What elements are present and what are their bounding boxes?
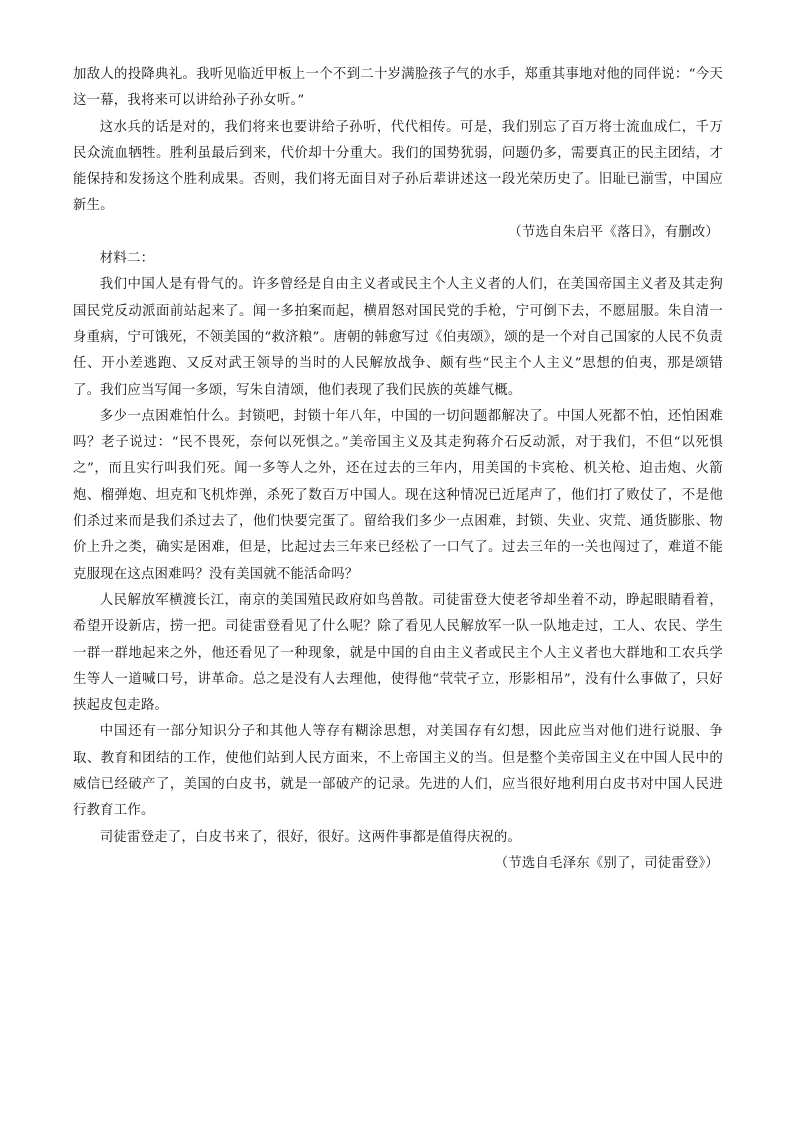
document-page bbox=[73, 62, 723, 877]
material2-paragraph-2: 多少一点困难怕什么。封锁吧，封锁十年八年，中国的一切问题都解决了。中国人死都不怕，还怕困难吗？老子说过：“民不畏死，奈何以死惧之。”美帝国主义及其走狗蒋介石反动派，对于我们，不但“以死惧之”，而且实行叫我们死。闻一多等人之外，还在过去的三年内，用美国的卡宾枪、机关枪、迫击炮、火箭炮、榴弹炮、坦克和飞机炸弹，杀死了数百万中国人。现在这种情况已近尾声了，他们打了败仗了，不是他们杀过来而是我们杀过去了，他们快要完蛋了。留给我们多少一点困难，封锁、失业、灾荒、通货膨胀、物价上升之类，确实是困难，但是，比起过去三年来已经松了一口气了。过去三年的一关也闯过了，难道不能克服现在这点困难吗？没有美国就不能活命吗？ bbox=[73, 408, 723, 582]
material2-paragraph-5: 司徒雷登走了，白皮书来了，很好，很好。这两件事都是值得庆祝的。 bbox=[99, 829, 522, 845]
material2-source: （节选自毛泽东《别了，司徒雷登》） bbox=[494, 855, 719, 871]
material1-source: （节选自朱启平《落日》，有删改） bbox=[508, 224, 719, 240]
material1-continuation: 加敌人的投降典礼。我听见临近甲板上一个不到二十岁满脸孩子气的水手，郑重其事地对他的同伴说：“今天这一幕，我将来可以讲给孙子孙女听。” bbox=[73, 67, 723, 109]
material2-heading: 材料二： bbox=[99, 251, 155, 267]
material1-paragraph: 这水兵的话是对的，我们将来也要讲给子孙听，代代相传。可是，我们别忘了百万将士流血成仁，千万民众流血牺牲。胜利虽最后到来，代价却十分重大。我们的国势犹弱，问题仍多，需要真正的民主团结，才能保持和发扬这个胜利成果。否则，我们将无面目对子孙后辈讲述这一段光荣历史了。旧耻已湔雪，中国应新生。 bbox=[73, 119, 723, 214]
material2-paragraph-1: 我们中国人是有骨气的。许多曾经是自由主义者或民主个人主义者的人们，在美国帝国主义者及其走狗国民党反动派面前站起来了。闻一多拍案而起，横眉怒对国民党的手枪，宁可倒下去，不愿屈服。朱自清一身重病，宁可饿死，不领美国的“救济粮”。唐朝的韩愈写过《伯夷颂》，颂的是一个对自己国家的人民不负责任、开小差逃跑、又反对武王领导的当时的人民解放战争、颇有些“民主个人主义”思想的伯夷，那是颂错了。我们应当写闻一多颂，写朱自清颂，他们表现了我们民族的英雄气概。 bbox=[73, 277, 723, 398]
material2-paragraph-4: 中国还有一部分知识分子和其他人等存有糊涂思想，对美国存有幻想，因此应当对他们进行说服、争取、教育和团结的工作，使他们站到人民方面来，不上帝国主义的当。但是整个美帝国主义在中国人民中的威信已经破产了，美国的白皮书，就是一部破产的记录。先进的人们，应当很好地利用白皮书对中国人民进行教育工作。 bbox=[73, 724, 723, 819]
material2-paragraph-3: 人民解放军横渡长江，南京的美国殖民政府如鸟兽散。司徒雷登大使老爷却坐着不动，睁起眼睛看着，希望开设新店，捞一把。司徒雷登看见了什么呢？除了看见人民解放军一队一队地走过，工人、农民、学生一群一群地起来之外，他还看见了一种现象，就是中国的自由主义者或民主个人主义者也大群地和工农兵学生等人一道喊口号，讲革命。总之是没有人去理他，使得他“茕茕孑立，形影相吊”，没有什么事做了，只好挟起皮包走路。 bbox=[73, 592, 723, 714]
